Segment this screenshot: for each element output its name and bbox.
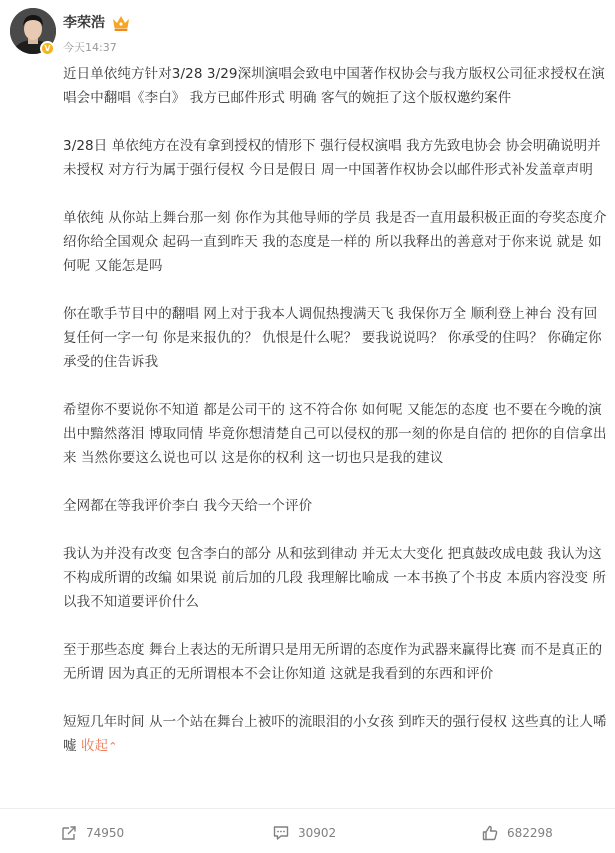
post-paragraph: 3/28日 单依纯方在没有拿到授权的情形下 强行侵权演唱 我方先致电协会 协会明确说明并未授权 对方行为属于强行侵权 今日是假日 周一中国著作权协会以邮件形式补发盖章声明 [63, 138, 601, 178]
post-paragraph-text: 短短几年时间 从一个站在舞台上被吓的流眼泪的小女孩 到昨天的强行侵权 这些真的让人唏嘘 [63, 714, 607, 754]
post-paragraph-last [63, 710, 607, 759]
user-name[interactable]: 李荣浩 [63, 15, 105, 31]
post-paragraph: 单依纯 从你站上舞台那一刻 你作为其他导师的学员 我是否一直用最积极正面的夸奖态度介绍你给全国观众 起码一直到昨天 我的态度是一样的 所以我释出的善意对于你来说 就是 如何呢 又能怎是吗 [63, 210, 607, 274]
action-bar-divider [0, 808, 615, 809]
post-paragraph: 至于那些态度 舞台上表达的无所谓只是用无所谓的态度作为武器来赢得比赛 而不是真正的无所谓 因为真正的无所谓根本不会让你知道 这就是我看到的东西和评价 [63, 642, 603, 682]
repost-count: 74950 [86, 826, 125, 840]
member-crown-icon[interactable] [110, 13, 132, 33]
post-paragraph: 你在歌手节目中的翻唱 网上对于我本人调侃热搜满天飞 我保你万全 顺利登上神台 没有回复任何一字一句 你是来报仇的？ 仇恨是什么呢？ 要我说说吗？ 你承受的住吗？ 你确定你承受的住告诉我 [63, 306, 602, 370]
chevron-up-icon: ⌃ [108, 740, 118, 753]
like-count: 682298 [507, 826, 553, 840]
verified-badge-icon: V [40, 41, 55, 56]
like-button[interactable] [481, 822, 553, 844]
post-content [63, 62, 607, 759]
collapse-label: 收起 [81, 738, 109, 754]
post-paragraph: 全网都在等我评价李白 我今天给一个评价 [63, 498, 313, 514]
action-bar [0, 818, 615, 848]
comment-count: 30902 [298, 826, 337, 840]
collapse-button[interactable] [81, 738, 118, 754]
repost-icon [60, 824, 78, 842]
post-paragraph: 希望你不要说你不知道 都是公司干的 这不符合你 如何呢 又能怎的态度 也不要在今晚的演出中黯然落泪 博取同情 毕竟你想清楚自己可以侵权的那一刻的你是自信的 把你的自信拿出来 当然你要这么说也可以 这是你的权利 这一切也只是我的建议 [63, 402, 607, 466]
post-paragraph: 我认为并没有改变 包含李白的部分 从和弦到律动 并无太大变化 把真鼓改成电鼓 我认为这不构成所谓的改编 如果说 前后加的几段 我理解比喻成 一本书换了个书皮 本质内容没变 所以我不知道要评价什么 [63, 546, 607, 610]
comment-button[interactable] [272, 822, 336, 844]
post-paragraph: 近日单依纯方针对3/28 3/29深圳演唱会致电中国著作权协会与我方版权公司征求授权在演唱会中翻唱《李白》 我方已邮件形式 明确 客气的婉拒了这个版权邀约案件 [63, 66, 605, 106]
comment-icon [272, 824, 290, 842]
thumbs-up-icon [481, 824, 499, 842]
repost-button[interactable] [60, 822, 124, 844]
post-timestamp[interactable]: 今天14:37 [63, 41, 117, 54]
